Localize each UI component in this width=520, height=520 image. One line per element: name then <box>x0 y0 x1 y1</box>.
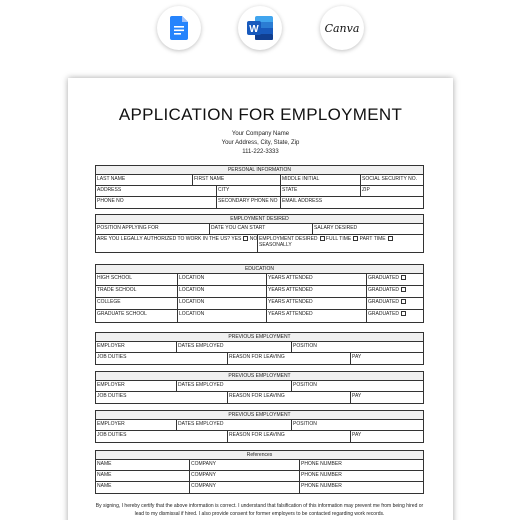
app-icon-row <box>0 6 520 50</box>
zip-field[interactable]: ZIP <box>362 187 370 193</box>
phone-field[interactable]: PHONE NO <box>96 197 217 208</box>
dates-employed-field[interactable]: DATES EMPLOYED <box>177 420 292 430</box>
section-heading: PREVIOUS EMPLOYMENT <box>96 372 423 381</box>
position-field[interactable]: POSITION APPLYING FOR <box>96 224 210 234</box>
reason-leaving-field[interactable]: REASON FOR LEAVING <box>228 392 351 403</box>
pay-field[interactable]: PAY <box>352 393 362 399</box>
svg-text:W: W <box>249 24 259 35</box>
years-attended-field[interactable]: YEARS ATTENDED <box>267 310 367 322</box>
company-phone: 111-222-3333 <box>242 149 279 155</box>
graduated-field[interactable] <box>367 298 423 309</box>
yes-checkbox[interactable] <box>243 236 248 241</box>
graduated-field[interactable] <box>367 286 423 297</box>
authorization-label: ARE YOU LEGALLY AUTHORIZED TO WORK IN THE US? YES <box>97 236 242 242</box>
reference-company-field[interactable]: COMPANY <box>190 460 300 470</box>
dates-employed-field[interactable]: DATES EMPLOYED <box>177 342 292 352</box>
certification-line-1: By signing, I hereby certify that the above information is correct. I understand that falsification of this information may prevent me from being hired or <box>95 503 424 509</box>
employment-desired-label: EMPLOYMENT DESIRED <box>259 236 318 242</box>
dates-employed-field[interactable]: DATES EMPLOYED <box>177 381 292 391</box>
company-address: Your Address, City, State, Zip <box>221 140 300 146</box>
years-attended-field[interactable]: YEARS ATTENDED <box>267 274 367 285</box>
part-time-checkbox[interactable] <box>353 236 358 241</box>
secondary-phone-field[interactable]: SECONDARY PHONE NO <box>217 197 281 208</box>
middle-initial-field[interactable]: MIDDLE INITIAL <box>281 175 361 185</box>
employer-field[interactable]: EMPLOYER <box>96 420 177 430</box>
school-type-label: TRADE SCHOOL <box>96 286 178 297</box>
certification-line-2: lead to my dismissal if hired. I also provide consent for former employers to be contacted regarding work records. <box>134 511 385 517</box>
location-field[interactable]: LOCATION <box>178 286 267 297</box>
document-page <box>68 78 453 520</box>
address-field[interactable]: ADDRESS <box>96 186 217 196</box>
section-heading: PERSONAL INFORMATION <box>96 166 423 175</box>
full-time-label: FULL TIME <box>325 236 352 242</box>
years-attended-field[interactable]: YEARS ATTENDED <box>267 286 367 297</box>
certification-statement <box>95 502 424 518</box>
full-time-checkbox[interactable] <box>320 236 325 241</box>
company-name: Your Company Name <box>231 131 290 137</box>
position-field[interactable]: POSITION <box>293 382 317 388</box>
section-heading: EDUCATION <box>96 265 423 274</box>
position-field[interactable]: POSITION <box>293 343 317 349</box>
personal-info-section <box>95 165 424 209</box>
ssn-field[interactable]: SOCIAL SECURITY NO. <box>362 176 418 182</box>
previous-employment-section <box>95 410 424 443</box>
location-field[interactable]: LOCATION <box>178 310 267 322</box>
reason-leaving-field[interactable]: REASON FOR LEAVING <box>228 431 351 442</box>
location-field[interactable]: LOCATION <box>178 298 267 309</box>
graduated-checkbox[interactable] <box>401 311 406 316</box>
reference-name-field[interactable]: NAME <box>96 460 190 470</box>
seasonally-label: SEASONALLY <box>259 242 292 248</box>
job-duties-field[interactable]: JOB DUTIES <box>96 392 228 403</box>
employment-type-field <box>258 235 423 252</box>
employer-field[interactable]: EMPLOYER <box>96 381 177 391</box>
canva-logo-text: Canva <box>324 21 360 35</box>
previous-employment-section <box>95 332 424 365</box>
graduated-checkbox[interactable] <box>401 275 406 280</box>
city-field[interactable]: CITY <box>217 186 281 196</box>
job-duties-field[interactable]: JOB DUTIES <box>96 431 228 442</box>
location-field[interactable]: LOCATION <box>178 274 267 285</box>
employment-desired-section <box>95 214 424 253</box>
pay-field[interactable]: PAY <box>352 354 362 360</box>
ms-word-icon[interactable] <box>238 6 282 50</box>
seasonally-checkbox[interactable] <box>388 236 393 241</box>
section-heading: EMPLOYMENT DESIRED <box>96 215 423 224</box>
employer-field[interactable]: EMPLOYER <box>96 342 177 352</box>
graduated-label: GRADUATED <box>368 275 400 281</box>
graduated-label: GRADUATED <box>368 311 400 317</box>
job-duties-field[interactable]: JOB DUTIES <box>96 353 228 364</box>
reason-leaving-field[interactable]: REASON FOR LEAVING <box>228 353 351 364</box>
reference-phone-field[interactable]: PHONE NUMBER <box>301 483 342 489</box>
references-section <box>95 450 424 494</box>
graduated-label: GRADUATED <box>368 299 400 305</box>
section-heading: PREVIOUS EMPLOYMENT <box>96 333 423 342</box>
salary-field[interactable]: SALARY DESIRED <box>314 225 358 231</box>
state-field[interactable]: STATE <box>281 186 361 196</box>
email-field[interactable]: EMAIL ADDRESS <box>282 198 323 204</box>
school-type-label: GRADUATE SCHOOL <box>96 310 178 322</box>
document-title: APPLICATION FOR EMPLOYMENT <box>118 105 403 124</box>
first-name-field[interactable]: FIRST NAME <box>193 175 281 185</box>
no-label: NO <box>249 236 258 242</box>
previous-employment-section <box>95 371 424 404</box>
google-docs-icon[interactable] <box>157 6 201 50</box>
reference-name-field[interactable]: NAME <box>96 482 190 493</box>
pay-field[interactable]: PAY <box>352 432 362 438</box>
section-heading: References <box>96 451 423 460</box>
years-attended-field[interactable]: YEARS ATTENDED <box>267 298 367 309</box>
start-date-field[interactable]: DATE YOU CAN START <box>210 224 313 234</box>
work-authorization-field <box>96 235 258 252</box>
school-type-label: HIGH SCHOOL <box>96 274 178 285</box>
graduated-field[interactable] <box>367 310 423 322</box>
graduated-checkbox[interactable] <box>401 287 406 292</box>
reference-name-field[interactable]: NAME <box>96 471 190 481</box>
reference-phone-field[interactable]: PHONE NUMBER <box>301 461 342 467</box>
education-section <box>95 264 424 323</box>
reference-company-field[interactable]: COMPANY <box>190 471 300 481</box>
position-field[interactable]: POSITION <box>293 421 317 427</box>
canva-icon[interactable] <box>320 6 364 50</box>
section-heading: PREVIOUS EMPLOYMENT <box>96 411 423 420</box>
graduated-label: GRADUATED <box>368 287 400 293</box>
reference-phone-field[interactable]: PHONE NUMBER <box>301 472 342 478</box>
last-name-field[interactable]: LAST NAME <box>96 175 193 185</box>
school-type-label: COLLEGE <box>96 298 178 309</box>
part-time-label: PART TIME <box>359 236 386 242</box>
graduated-field[interactable] <box>367 274 423 285</box>
graduated-checkbox[interactable] <box>401 299 406 304</box>
reference-company-field[interactable]: COMPANY <box>190 482 300 493</box>
